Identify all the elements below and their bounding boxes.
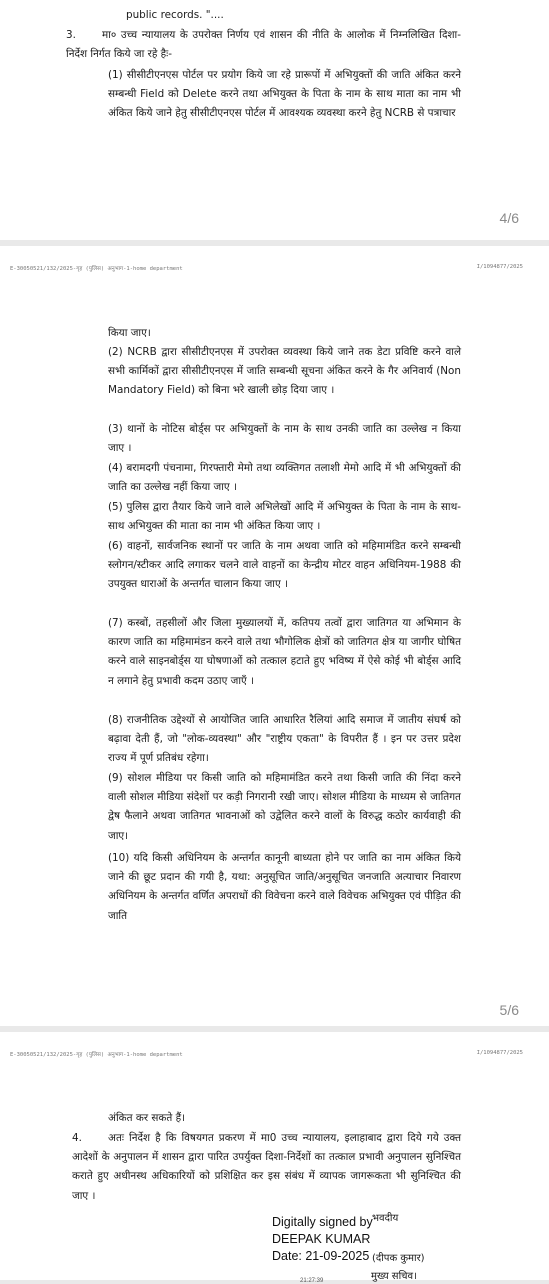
directive-item-2: (2) NCRB द्वारा सीसीटीएनएस में उपरोक्त व्यवस्था किये जाने तक डेटा प्रविष्टि करने वाले सभी कार्मिकों द्वारा सीसीटीएनएस में जाति सम्बन्धी सूचना अंकित करने के गैर अनिवार्य (Non Mandatory Field) को बिना भरे खाली छोड़ दिया जाए । bbox=[108, 346, 461, 397]
header-file-reference: E-30050521/132/2025-गृह (पुलिस) अनुभाग-1-home department bbox=[10, 266, 183, 272]
signatory-name-hindi: (दीपक कुमार) bbox=[372, 1253, 425, 1264]
signature-line-1: Digitally signed by bbox=[272, 1215, 373, 1229]
header-file-reference: E-30050521/132/2025-गृह (पुलिस) अनुभाग-1-home department bbox=[10, 1052, 183, 1058]
directive-item-8: (8) राजनीतिक उद्देश्यों से आयोजित जाति आधारित रैलियां आदि समाज में जातीय संघर्ष को बढ़ावा देती हैं, जो "लोक-व्यवस्था" और "राष्ट्रीय एकता" के विपरीत हैं । इन पर उत्तर प्रदेश राज्य में पूर्ण प्रतिबंध रहेगा। bbox=[108, 714, 461, 765]
directive-item-6: (6) वाहनों, सार्वजनिक स्थानों पर जाति के नाम अथवा जाति को महिमामंडित करने सम्बन्धी स्लोगन/स्टीकर आदि लगाकर चलने वाले वाहनों का केन्द्रीय मोटर वाहन अधिनियम-1988 की उपयुक्त धाराओं के अन्तर्गत चालान किया जाए । bbox=[108, 540, 461, 591]
top-line: public records. ".... bbox=[126, 9, 224, 21]
paragraph-3-number: 3. bbox=[66, 29, 76, 41]
paragraph-3-text: मा० उच्च न्यायालय के उपरोक्त निर्णय एवं शासन की नीति के आलोक में निम्नलिखित दिशा-निर्देश निर्गत किये जा रहे हैः- bbox=[66, 29, 461, 61]
page-number: 5/6 bbox=[499, 1002, 519, 1018]
document-page-5 bbox=[0, 246, 549, 1026]
paragraph-4-text: अतः निर्देश है कि विषयगत प्रकरण में मा0 उच्च न्यायालय, इलाहाबाद द्वारा दिये गये उक्त आदेशों के अनुपालन में शासन द्वारा पारित उपर्युक्त दिशा-निर्देशों का तत्काल प्रभावी अनुपालन सुनिश्चित कराते हुए अधीनस्थ अधिकारियों को प्रशिक्षित कर इस संबंध में व्यापक जागरूकता भी सुनिश्चित की जाए । bbox=[72, 1132, 461, 1202]
directive-item-3: (3) थानों के नोटिस बोर्ड्स पर अभियुक्तों के नाम के साथ उनकी जाति का उल्लेख न किया जाए । bbox=[108, 423, 461, 455]
digital-signature-block bbox=[272, 1214, 373, 1265]
directive-item-5: (5) पुलिस द्वारा तैयार किये जाने वाले अभिलेखों आदि में अभियुक्त के पिता के नाम के साथ-साथ अभियुक्त की माता का नाम भी अंकित किया जाए । bbox=[108, 501, 461, 533]
document-page-4 bbox=[0, 0, 549, 240]
signature-time: 21:27:39 bbox=[300, 1278, 324, 1284]
directive-item-4: (4) बरामदगी पंचनामा, गिरफ्तारी मेमो तथा व्यक्तिगत तलाशी मेमो आदि में भी अभियुक्तों की जाति का उल्लेख नहीं किया जाए । bbox=[108, 462, 461, 494]
signatory-designation: मुख्य सचिव। bbox=[371, 1271, 417, 1282]
document-page-6 bbox=[0, 1032, 549, 1284]
closing-salutation: भवदीय bbox=[372, 1213, 399, 1224]
header-receipt-number: I/1094877/2025 bbox=[476, 264, 523, 270]
page-number: 4/6 bbox=[499, 210, 519, 226]
signature-name: DEEPAK KUMAR bbox=[272, 1232, 371, 1246]
continuation-text: अंकित कर सकते हैं। bbox=[108, 1112, 186, 1124]
continuation-text: किया जाए। bbox=[108, 327, 151, 339]
directive-item-9: (9) सोशल मीडिया पर किसी जाति को महिमामंडित करने तथा किसी जाति की निंदा करने वाली सोशल मीडिया संदेशों पर कड़ी निगरानी रखी जाए। सोशल मीडिया के माध्यम से जातिगत द्वेष फैलाने अथवा जातिगत भावनाओं को उद्वेलित करने वालों के विरुद्ध कठोर कार्यवाही की जाए। bbox=[108, 772, 461, 842]
signature-date: Date: 21-09-2025 bbox=[272, 1249, 370, 1263]
paragraph-3 bbox=[66, 26, 461, 64]
directive-item-7: (7) कस्बों, तहसीलों और जिला मुख्यालयों में, कतिपय तत्वों द्वारा जातिगत या अभिमान के कारण जाति का महिमामंडन करने वाले तथा भौगोलिक क्षेत्रों को जातिगत क्षेत्र या जागीर घोषित करने वाले साइनबोर्ड्स या घोषणाओं को तत्काल हटाते हुए भविष्य में ऐसे कोई भी बोर्ड्स आदि न लगाने हेतु प्रभावी कदम उठाए जाएँ । bbox=[108, 617, 461, 687]
paragraph-4-number: 4. bbox=[72, 1132, 82, 1144]
directive-item-1: (1) सीसीटीएनएस पोर्टल पर प्रयोग किये जा रहे प्रारूपों में अभियुक्तों की जाति अंकित करने सम्बन्धी Field को Delete करने तथा अभियुक्त के पिता के नाम के साथ माता का नाम भी अंकित किये जाने हेतु सीसीटीएनएस पोर्टल में आवश्यक व्यवस्था करने हेतु NCRB से पत्राचार bbox=[108, 69, 461, 120]
directive-item-10: (10) यदि किसी अधिनियम के अन्तर्गत कानूनी बाध्यता होने पर जाति का नाम अंकित किये जाने की छूट प्रदान की गयी है, यथा: अनुसूचित जाति/अनुसूचित जनजाति अत्याचार निवारण अधिनियम के अन्तर्गत वर्णित अपराधों की विवेचना करने वाले विवेचक अभियुक्त एवं पीड़ित की जाति bbox=[108, 852, 461, 922]
header-receipt-number: I/1094877/2025 bbox=[476, 1050, 523, 1056]
paragraph-4 bbox=[72, 1129, 461, 1206]
